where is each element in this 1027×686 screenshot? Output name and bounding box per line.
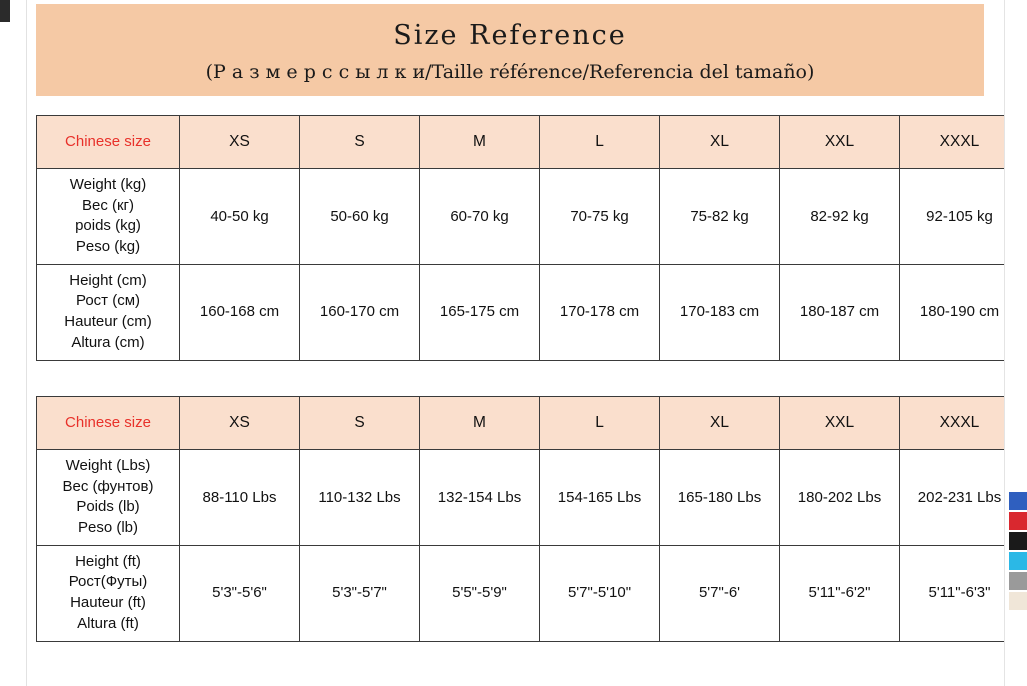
- table-row: [37, 545, 1020, 641]
- page-left-margin: [0, 0, 27, 686]
- header-size-xl-2: XL: [660, 397, 780, 450]
- cell-height-cm-xxl: 180-187 cm: [780, 264, 900, 360]
- header-size-xs-2: XS: [180, 397, 300, 450]
- size-chart-sheet: [27, 0, 1005, 686]
- size-reference-header: [36, 4, 984, 96]
- swatch-gray[interactable]: [1009, 572, 1027, 590]
- cell-weight-kg-xs: 40-50 kg: [180, 169, 300, 265]
- header-size-m-2: M: [420, 397, 540, 450]
- cell-weight-lbs-xxl: 180-202 Lbs: [780, 450, 900, 546]
- cell-height-ft-xl: 5'7"-6': [660, 545, 780, 641]
- cell-height-cm-xl: 170-183 cm: [660, 264, 780, 360]
- cell-weight-kg-xxxl: 92-105 kg: [900, 169, 1020, 265]
- cell-height-cm-m: 165-175 cm: [420, 264, 540, 360]
- swatch-cyan[interactable]: [1009, 552, 1027, 570]
- cell-height-cm-xxxl: 180-190 cm: [900, 264, 1020, 360]
- row-label-weight-lbs: Weight (Lbs) Вес (фунтов) Poids (lb) Peso (lb): [37, 450, 180, 546]
- cell-height-cm-l: 170-178 cm: [540, 264, 660, 360]
- cell-height-ft-xs: 5'3"-5'6": [180, 545, 300, 641]
- header-size-xxxl: XXXL: [900, 116, 1020, 169]
- cell-weight-lbs-m: 132-154 Lbs: [420, 450, 540, 546]
- table-header-row: [37, 116, 1020, 169]
- header-size-xl: XL: [660, 116, 780, 169]
- cell-weight-kg-l: 70-75 kg: [540, 169, 660, 265]
- header-size-m: M: [420, 116, 540, 169]
- cell-weight-lbs-xxxl: 202-231 Lbs: [900, 450, 1020, 546]
- cell-weight-lbs-xl: 165-180 Lbs: [660, 450, 780, 546]
- header-size-xxl-2: XXL: [780, 397, 900, 450]
- swatch-red[interactable]: [1009, 512, 1027, 530]
- cell-height-ft-m: 5'5"-5'9": [420, 545, 540, 641]
- header-size-xxl: XXL: [780, 116, 900, 169]
- swatch-blue[interactable]: [1009, 492, 1027, 510]
- cell-weight-lbs-s: 110-132 Lbs: [300, 450, 420, 546]
- table-header-row: [37, 397, 1020, 450]
- header-size-l-2: L: [540, 397, 660, 450]
- cell-weight-lbs-l: 154-165 Lbs: [540, 450, 660, 546]
- metric-table-wrap: [36, 115, 1000, 361]
- cell-height-ft-l: 5'7"-5'10": [540, 545, 660, 641]
- header-size-s-2: S: [300, 397, 420, 450]
- cell-weight-kg-xl: 75-82 kg: [660, 169, 780, 265]
- metric-table: [36, 115, 1020, 361]
- header-chinese-size: Chinese size: [37, 116, 180, 169]
- swatch-beige[interactable]: [1009, 592, 1027, 610]
- table-row: [37, 450, 1020, 546]
- color-swatch-rail: [1004, 0, 1027, 686]
- page-bottom-margin: [36, 668, 984, 686]
- imperial-table: [36, 396, 1020, 642]
- cell-weight-kg-m: 60-70 kg: [420, 169, 540, 265]
- row-label-height-cm: Height (cm) Рост (см) Hauteur (cm) Altura (cm): [37, 264, 180, 360]
- swatch-black[interactable]: [1009, 532, 1027, 550]
- row-label-weight-kg: Weight (kg) Вес (кг) poids (kg) Peso (kg): [37, 169, 180, 265]
- cell-height-ft-xxl: 5'11"-6'2": [780, 545, 900, 641]
- cell-height-cm-s: 160-170 cm: [300, 264, 420, 360]
- table-row: [37, 264, 1020, 360]
- header-size-xs: XS: [180, 116, 300, 169]
- page-title: Size Reference: [393, 20, 627, 51]
- header-size-xxxl-2: XXXL: [900, 397, 1020, 450]
- cell-height-ft-xxxl: 5'11"-6'3": [900, 545, 1020, 641]
- cell-weight-lbs-xs: 88-110 Lbs: [180, 450, 300, 546]
- cell-height-cm-xs: 160-168 cm: [180, 264, 300, 360]
- cell-weight-kg-s: 50-60 kg: [300, 169, 420, 265]
- cell-weight-kg-xxl: 82-92 kg: [780, 169, 900, 265]
- imperial-table-wrap: [36, 396, 1002, 642]
- cell-height-ft-s: 5'3"-5'7": [300, 545, 420, 641]
- header-chinese-size-2: Chinese size: [37, 397, 180, 450]
- page-subtitle: (Р а з м е р с с ы л к и/Taille référence/Referencia del tamaño): [205, 60, 815, 83]
- page-corner-marker: [0, 0, 10, 22]
- header-size-l: L: [540, 116, 660, 169]
- header-size-s: S: [300, 116, 420, 169]
- row-label-height-ft: Height (ft) Рост(Футы) Hauteur (ft) Altura (ft): [37, 545, 180, 641]
- table-row: [37, 169, 1020, 265]
